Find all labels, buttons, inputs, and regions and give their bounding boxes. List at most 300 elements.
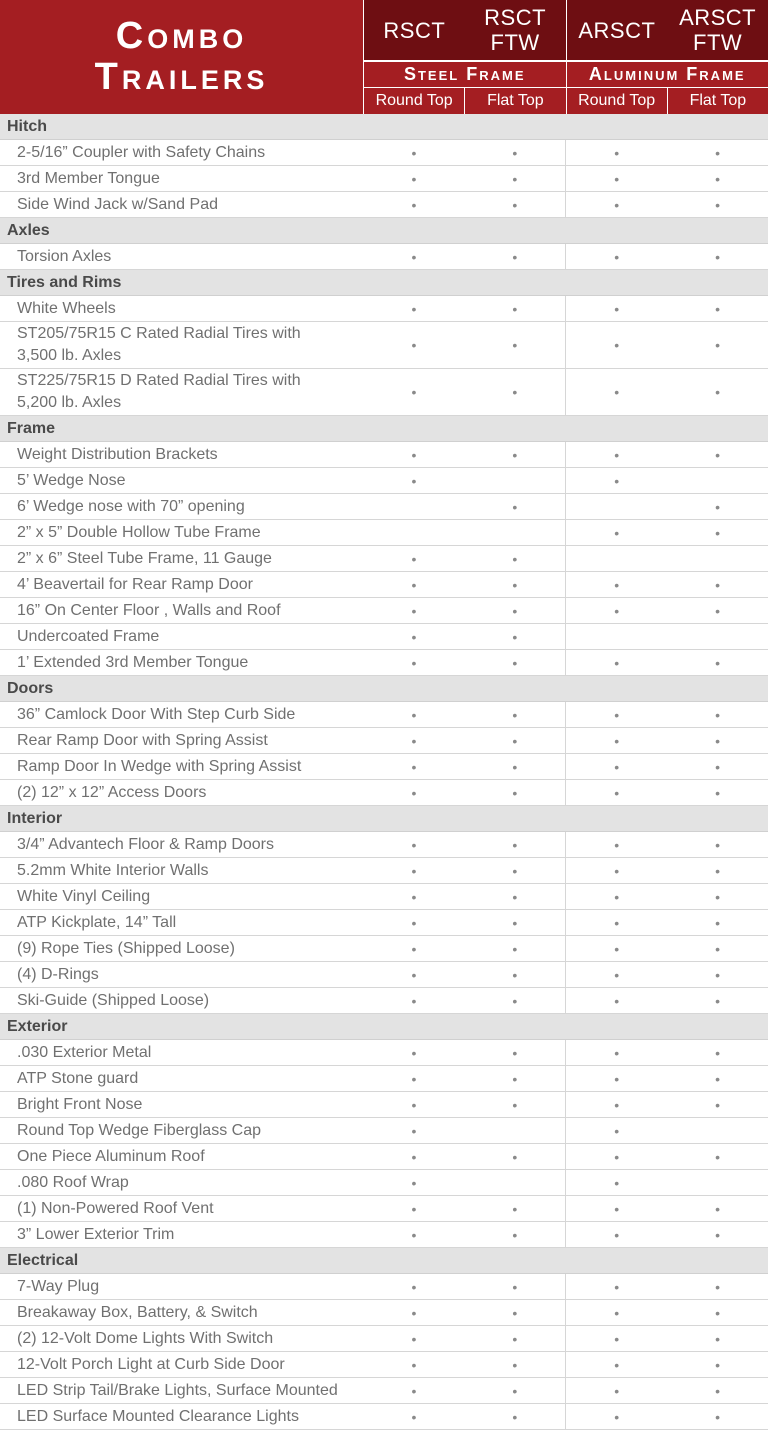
included-dot-icon: • (715, 732, 720, 749)
included-dot-icon: • (715, 1148, 720, 1165)
section-header: Hitch (0, 114, 768, 140)
feature-label: Round Top Wedge Fiberglass Cap (17, 1121, 261, 1139)
included-dot-icon: • (512, 576, 518, 593)
table-row (0, 1222, 768, 1248)
section-header: Electrical (0, 1248, 768, 1274)
frame-steel: Steel Frame (403, 64, 526, 84)
included-dot-icon: • (411, 602, 417, 619)
availability-cell (464, 858, 565, 883)
availability-cell (464, 1066, 565, 1091)
availability-cell (464, 468, 565, 493)
availability-cell (667, 1378, 768, 1403)
included-dot-icon: • (411, 966, 417, 983)
availability-cell (667, 936, 768, 961)
title-line-2: Trailers (94, 56, 269, 98)
included-dot-icon: • (614, 384, 620, 400)
availability-cell (364, 598, 465, 623)
included-dot-icon: • (715, 1330, 720, 1347)
included-dot-icon: • (411, 300, 417, 317)
availability-cell (565, 728, 667, 753)
included-dot-icon: • (411, 1122, 417, 1139)
availability-cell (565, 468, 667, 493)
included-dot-icon: • (614, 1122, 620, 1139)
included-dot-icon: • (715, 654, 720, 671)
availability-cell (364, 1066, 465, 1091)
section-header: Exterior (0, 1014, 768, 1040)
feature-label: .030 Exterior Metal (17, 1043, 152, 1061)
feature-label: 16” On Center Floor , Walls and Roof (17, 601, 281, 619)
included-dot-icon: • (512, 628, 518, 645)
included-dot-icon: • (411, 784, 417, 801)
feature-label: 3” Lower Exterior Trim (17, 1225, 175, 1243)
availability-cell (464, 1378, 565, 1403)
availability-cell (667, 728, 768, 753)
included-dot-icon: • (715, 888, 720, 905)
availability-cell (464, 910, 565, 935)
included-dot-icon: • (411, 170, 417, 187)
availability-cell (464, 546, 565, 571)
availability-cell (565, 1144, 667, 1169)
availability-cell (364, 244, 465, 269)
included-dot-icon: • (411, 940, 417, 957)
included-dot-icon: • (715, 862, 720, 879)
included-dot-icon: • (614, 170, 620, 187)
availability-cell (667, 650, 768, 675)
frame-header-row (364, 60, 768, 87)
availability-cell (364, 1326, 465, 1351)
included-dot-icon: • (512, 144, 518, 161)
table-row (0, 1170, 768, 1196)
availability-cell (565, 936, 667, 961)
included-dot-icon: • (614, 836, 620, 853)
availability-cell (565, 832, 667, 857)
included-dot-icon: • (512, 1200, 518, 1217)
availability-cell (364, 1118, 465, 1143)
feature-label: 36” Camlock Door With Step Curb Side (17, 705, 296, 723)
availability-cell (464, 296, 565, 321)
table-row (0, 754, 768, 780)
included-dot-icon: • (411, 1304, 417, 1321)
included-dot-icon: • (512, 170, 518, 187)
availability-cell (565, 1066, 667, 1091)
section-header: Frame (0, 416, 768, 442)
availability-cell (364, 832, 465, 857)
availability-cell (364, 140, 465, 165)
included-dot-icon: • (411, 888, 417, 905)
table-row (0, 780, 768, 806)
top-header-row (364, 87, 768, 114)
included-dot-icon: • (411, 1278, 417, 1295)
included-dot-icon: • (614, 1096, 620, 1113)
feature-label: White Vinyl Ceiling (17, 887, 151, 905)
availability-cell (464, 1404, 565, 1429)
included-dot-icon: • (614, 1304, 620, 1321)
feature-label: Torsion Axles (17, 247, 112, 265)
availability-cell (565, 1196, 667, 1221)
availability-cell (464, 244, 565, 269)
availability-cell (464, 936, 565, 961)
availability-cell (667, 910, 768, 935)
availability-cell (667, 1300, 768, 1325)
included-dot-icon: • (512, 1330, 518, 1347)
top-round-1: Round Top (375, 92, 453, 109)
availability-cell (364, 702, 465, 727)
included-dot-icon: • (715, 1226, 720, 1243)
included-dot-icon: • (411, 1200, 417, 1217)
availability-cell (464, 754, 565, 779)
availability-cell (464, 1326, 565, 1351)
table-row (0, 1092, 768, 1118)
included-dot-icon: • (715, 602, 720, 619)
availability-cell (364, 1222, 465, 1247)
availability-cell (364, 166, 465, 191)
availability-cell (667, 369, 768, 415)
model-arsct-ftw: ARSCT FTW (679, 5, 757, 55)
availability-cell (667, 572, 768, 597)
availability-cell (667, 780, 768, 805)
feature-label: One Piece Aluminum Roof (17, 1147, 205, 1165)
availability-cell (364, 546, 465, 571)
availability-cell (565, 1404, 667, 1429)
feature-label: 12-Volt Porch Light at Curb Side Door (17, 1355, 285, 1373)
model-rsct-ftw: RSCT FTW (484, 5, 547, 55)
feature-label: Undercoated Frame (17, 627, 160, 645)
included-dot-icon: • (411, 732, 417, 749)
included-dot-icon: • (614, 472, 620, 489)
section-header: Interior (0, 806, 768, 832)
availability-cell (565, 910, 667, 935)
included-dot-icon: • (715, 576, 720, 593)
included-dot-icon: • (411, 337, 417, 353)
feature-label: Side Wind Jack w/Sand Pad (17, 195, 218, 213)
included-dot-icon: • (715, 966, 720, 983)
table-row (0, 1196, 768, 1222)
included-dot-icon: • (512, 1044, 518, 1061)
availability-cell (565, 546, 667, 571)
feature-label: 2” x 5” Double Hollow Tube Frame (17, 523, 261, 541)
availability-cell (565, 322, 667, 368)
availability-cell (667, 244, 768, 269)
included-dot-icon: • (614, 1226, 620, 1243)
included-dot-icon: • (411, 992, 417, 1009)
availability-cell (364, 728, 465, 753)
availability-cell (364, 1300, 465, 1325)
included-dot-icon: • (411, 1044, 417, 1061)
availability-cell (667, 624, 768, 649)
included-dot-icon: • (411, 1382, 417, 1399)
feature-label: ST225/75R15 D Rated Radial Tires with 5,200 lb. Axles (17, 372, 301, 411)
section-header: Tires and Rims (0, 270, 768, 296)
availability-cell (364, 624, 465, 649)
included-dot-icon: • (614, 654, 620, 671)
included-dot-icon: • (715, 1070, 720, 1087)
included-dot-icon: • (411, 248, 417, 265)
availability-cell (565, 598, 667, 623)
availability-cell (667, 1066, 768, 1091)
included-dot-icon: • (512, 940, 518, 957)
included-dot-icon: • (512, 384, 518, 400)
feature-label: 3rd Member Tongue (17, 169, 160, 187)
included-dot-icon: • (614, 758, 620, 775)
included-dot-icon: • (614, 602, 620, 619)
feature-label: 4’ Beavertail for Rear Ramp Door (17, 575, 253, 593)
included-dot-icon: • (614, 888, 620, 905)
model-header-row (364, 0, 768, 60)
included-dot-icon: • (512, 248, 518, 265)
included-dot-icon: • (512, 758, 518, 775)
table-row (0, 1040, 768, 1066)
included-dot-icon: • (715, 170, 720, 187)
included-dot-icon: • (512, 914, 518, 931)
availability-cell (565, 1092, 667, 1117)
availability-cell (565, 140, 667, 165)
availability-cell (565, 650, 667, 675)
section-header: Doors (0, 676, 768, 702)
included-dot-icon: • (614, 524, 620, 541)
feature-label: ST205/75R15 C Rated Radial Tires with 3,500 lb. Axles (17, 325, 301, 364)
table-row (0, 1326, 768, 1352)
table-row (0, 988, 768, 1014)
availability-cell (565, 572, 667, 597)
availability-cell (667, 166, 768, 191)
feature-label: (9) Rope Ties (Shipped Loose) (17, 939, 235, 957)
feature-label: 5’ Wedge Nose (17, 471, 126, 489)
table-row (0, 936, 768, 962)
availability-cell (464, 572, 565, 597)
availability-cell (364, 1170, 465, 1195)
title-line-1: Combo (115, 15, 248, 57)
availability-cell (464, 598, 565, 623)
availability-cell (565, 754, 667, 779)
availability-cell (464, 780, 565, 805)
availability-cell (667, 702, 768, 727)
availability-cell (364, 962, 465, 987)
included-dot-icon: • (614, 196, 620, 213)
availability-cell (565, 962, 667, 987)
included-dot-icon: • (614, 300, 620, 317)
included-dot-icon: • (715, 914, 720, 931)
table-row (0, 910, 768, 936)
feature-label: 2” x 6” Steel Tube Frame, 11 Gauge (17, 549, 272, 567)
included-dot-icon: • (411, 836, 417, 853)
feature-label: Ski-Guide (Shipped Loose) (17, 991, 210, 1009)
availability-cell (464, 1300, 565, 1325)
table-row (0, 702, 768, 728)
table-row (0, 192, 768, 218)
included-dot-icon: • (614, 862, 620, 879)
availability-cell (364, 1352, 465, 1377)
availability-cell (364, 884, 465, 909)
availability-cell (565, 1352, 667, 1377)
table-row (0, 296, 768, 322)
availability-cell (667, 322, 768, 368)
availability-cell (565, 988, 667, 1013)
included-dot-icon: • (411, 628, 417, 645)
table-row (0, 624, 768, 650)
availability-cell (565, 780, 667, 805)
availability-cell (364, 296, 465, 321)
included-dot-icon: • (715, 384, 721, 400)
availability-cell (667, 494, 768, 519)
included-dot-icon: • (715, 1304, 720, 1321)
table-row (0, 166, 768, 192)
included-dot-icon: • (411, 1148, 417, 1165)
included-dot-icon: • (512, 446, 518, 463)
included-dot-icon: • (614, 940, 620, 957)
availability-cell (464, 624, 565, 649)
table-row (0, 442, 768, 468)
availability-cell (565, 442, 667, 467)
feature-label: ATP Stone guard (17, 1069, 139, 1087)
top-round-2: Round Top (566, 88, 667, 114)
included-dot-icon: • (512, 888, 518, 905)
feature-table (0, 114, 768, 1430)
availability-cell (565, 369, 667, 415)
availability-cell (667, 1170, 768, 1195)
availability-cell (364, 1378, 465, 1403)
included-dot-icon: • (512, 300, 518, 317)
availability-cell (667, 442, 768, 467)
feature-label: 2-5/16” Coupler with Safety Chains (17, 143, 266, 161)
included-dot-icon: • (715, 498, 720, 515)
availability-cell (565, 858, 667, 883)
included-dot-icon: • (614, 1174, 620, 1191)
availability-cell (364, 754, 465, 779)
included-dot-icon: • (614, 784, 620, 801)
top-flat-2: Flat Top (667, 88, 768, 114)
included-dot-icon: • (715, 144, 720, 161)
included-dot-icon: • (411, 1174, 417, 1191)
availability-cell (364, 1040, 465, 1065)
feature-label: Bright Front Nose (17, 1095, 143, 1113)
feature-label: 7-Way Plug (17, 1277, 100, 1295)
availability-cell (565, 1378, 667, 1403)
availability-cell (464, 192, 565, 217)
column-headers (364, 0, 768, 114)
availability-cell (464, 1170, 565, 1195)
availability-cell (667, 1040, 768, 1065)
availability-cell (464, 988, 565, 1013)
included-dot-icon: • (512, 1382, 518, 1399)
included-dot-icon: • (614, 1278, 620, 1295)
availability-cell (667, 1196, 768, 1221)
included-dot-icon: • (614, 576, 620, 593)
feature-label: 5.2mm White Interior Walls (17, 861, 209, 879)
table-row (0, 322, 768, 369)
included-dot-icon: • (512, 550, 518, 567)
table-row (0, 1144, 768, 1170)
availability-cell (667, 1222, 768, 1247)
availability-cell (667, 1092, 768, 1117)
availability-cell (565, 520, 667, 545)
availability-cell (364, 988, 465, 1013)
included-dot-icon: • (614, 966, 620, 983)
availability-cell (364, 910, 465, 935)
availability-cell (464, 369, 565, 415)
availability-cell (364, 1196, 465, 1221)
included-dot-icon: • (715, 940, 720, 957)
included-dot-icon: • (512, 196, 518, 213)
included-dot-icon: • (512, 836, 518, 853)
table-row (0, 832, 768, 858)
included-dot-icon: • (715, 248, 720, 265)
feature-label: White Wheels (17, 299, 116, 317)
availability-cell (667, 192, 768, 217)
included-dot-icon: • (715, 196, 720, 213)
included-dot-icon: • (512, 654, 518, 671)
table-row (0, 1352, 768, 1378)
feature-label: .080 Roof Wrap (17, 1173, 129, 1191)
model-rsct: RSCT (383, 17, 446, 43)
included-dot-icon: • (411, 196, 417, 213)
availability-cell (464, 1118, 565, 1143)
included-dot-icon: • (512, 706, 518, 723)
availability-cell (464, 1222, 565, 1247)
included-dot-icon: • (614, 992, 620, 1009)
feature-label: Rear Ramp Door with Spring Assist (17, 731, 268, 749)
included-dot-icon: • (715, 1278, 720, 1295)
included-dot-icon: • (715, 1044, 720, 1061)
table-row (0, 728, 768, 754)
availability-cell (464, 494, 565, 519)
included-dot-icon: • (411, 446, 417, 463)
included-dot-icon: • (715, 784, 720, 801)
availability-cell (565, 1118, 667, 1143)
table-row (0, 598, 768, 624)
included-dot-icon: • (411, 472, 417, 489)
availability-cell (667, 468, 768, 493)
availability-cell (667, 1326, 768, 1351)
availability-cell (464, 1040, 565, 1065)
feature-label: ATP Kickplate, 14” Tall (17, 913, 177, 931)
included-dot-icon: • (512, 1304, 518, 1321)
table-row (0, 494, 768, 520)
included-dot-icon: • (614, 914, 620, 931)
availability-cell (667, 520, 768, 545)
included-dot-icon: • (411, 1096, 417, 1113)
availability-cell (464, 1144, 565, 1169)
availability-cell (364, 1274, 465, 1299)
included-dot-icon: • (715, 1356, 720, 1373)
table-row (0, 1066, 768, 1092)
feature-label: (1) Non-Powered Roof Vent (17, 1199, 214, 1217)
included-dot-icon: • (715, 706, 720, 723)
included-dot-icon: • (411, 706, 417, 723)
table-row (0, 468, 768, 494)
table-row (0, 520, 768, 546)
table-row (0, 962, 768, 988)
included-dot-icon: • (512, 966, 518, 983)
availability-cell (464, 322, 565, 368)
table-row (0, 1404, 768, 1430)
included-dot-icon: • (614, 1382, 620, 1399)
availability-cell (667, 832, 768, 857)
included-dot-icon: • (715, 300, 720, 317)
included-dot-icon: • (512, 1226, 518, 1243)
availability-cell (667, 988, 768, 1013)
availability-cell (364, 369, 465, 415)
availability-cell (364, 936, 465, 961)
included-dot-icon: • (614, 1330, 620, 1347)
availability-cell (667, 1118, 768, 1143)
included-dot-icon: • (512, 337, 518, 353)
included-dot-icon: • (512, 1096, 518, 1113)
availability-cell (565, 166, 667, 191)
table-row (0, 140, 768, 166)
included-dot-icon: • (614, 1408, 620, 1425)
included-dot-icon: • (411, 1408, 417, 1425)
included-dot-icon: • (715, 836, 720, 853)
